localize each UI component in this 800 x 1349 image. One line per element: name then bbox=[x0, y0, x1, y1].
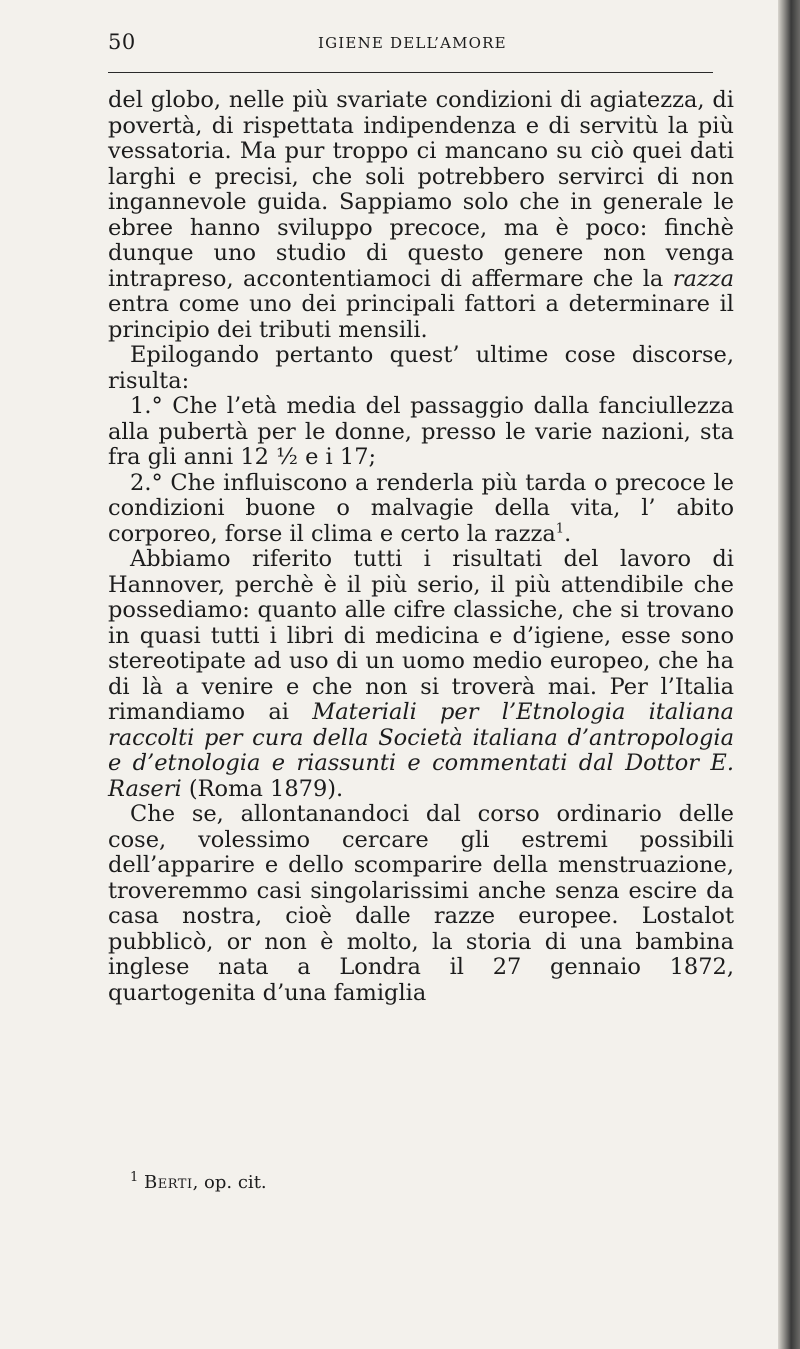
footnote-marker: 1 bbox=[130, 1170, 139, 1185]
paragraph bbox=[108, 88, 734, 343]
footnote bbox=[130, 1172, 730, 1194]
text-run: 1.° Che l’età media del passaggio dalla fanciullezza alla pubertà per le donne, presso le varie nazioni, sta fra gli anni 12 ½ e i 17; bbox=[108, 393, 734, 470]
running-head: IGIENE DELL’AMORE bbox=[318, 34, 507, 52]
footnote-ref: 1 bbox=[555, 521, 565, 536]
italic-text: razza bbox=[672, 265, 734, 292]
text-run: Abbiamo riferito tutti i risultati del lavoro di Hannover, perchè è il più serio, il più attendibile che possediamo: quanto alle cifre classiche, che si trovano in quasi tutti i libri di medicina e d’igiene, esse sono stereotipate ad uso di un uomo medio europeo, che ha di là a venire e che non si troverà mai. Per l’Italia rimandiamo ai bbox=[108, 546, 734, 725]
page-edge-shadow bbox=[778, 0, 800, 1349]
text-run: 2.° Che influiscono a renderla più tarda o precoce le condizioni buone o malvagie della vita, l’ abito corporeo, forse il clima e certo la razza bbox=[108, 469, 734, 547]
footnote-reference: , op. cit. bbox=[192, 1172, 267, 1193]
header-rule bbox=[108, 72, 713, 73]
page-number: 50 bbox=[108, 30, 136, 54]
text-run: Epilogando pertanto quest’ ultime cose discorse, risulta: bbox=[108, 342, 734, 394]
text-run: Che se, allontanandoci dal corso ordinario delle cose, volessimo cercare gli estremi possibili dell’apparire e dello scomparire della menstruazione, troveremmo casi singolarissimi anche senza escire da casa nostra, cioè dalle razze europee. Lostalot pubblicò, or non è molto, la storia di una bambina inglese nata a Londra il 27 gennaio 1872, quartogenita d’una famiglia bbox=[108, 801, 734, 1006]
text-run: entra come uno dei principali fattori a determinare il principio dei tributi mensili. bbox=[108, 291, 734, 343]
text-run: . bbox=[564, 520, 572, 547]
paragraph bbox=[108, 802, 734, 1006]
page-header bbox=[108, 28, 738, 68]
list-item bbox=[108, 394, 734, 471]
paragraph bbox=[108, 343, 734, 394]
text-run: del globo, nelle più svariate condizioni di agiatezza, di povertà, di rispettata indipendenza e di servitù la più vessatoria. Ma pur troppo ci mancano su ciò quei dati larghi e precisi, che soli potrebbero servirci di non ingannevole guida. Sappiamo solo che in generale le ebree hanno sviluppo precoce, ma è poco: finchè dunque uno studio di questo genere non venga intrapreso, accontentiamoci di affermare che la bbox=[108, 87, 734, 292]
paragraph bbox=[108, 547, 734, 802]
footnote-author: Berti bbox=[144, 1172, 193, 1193]
body-text bbox=[108, 88, 734, 1006]
text-run: (Roma 1879). bbox=[181, 775, 344, 802]
list-item bbox=[108, 471, 734, 548]
italic-text: Materiali per l’Etnologia italiana raccolti per cura della Società italiana d’antropologia e d’etnologia e riassunti e commentati dal Dottor E. Raseri bbox=[108, 699, 734, 802]
